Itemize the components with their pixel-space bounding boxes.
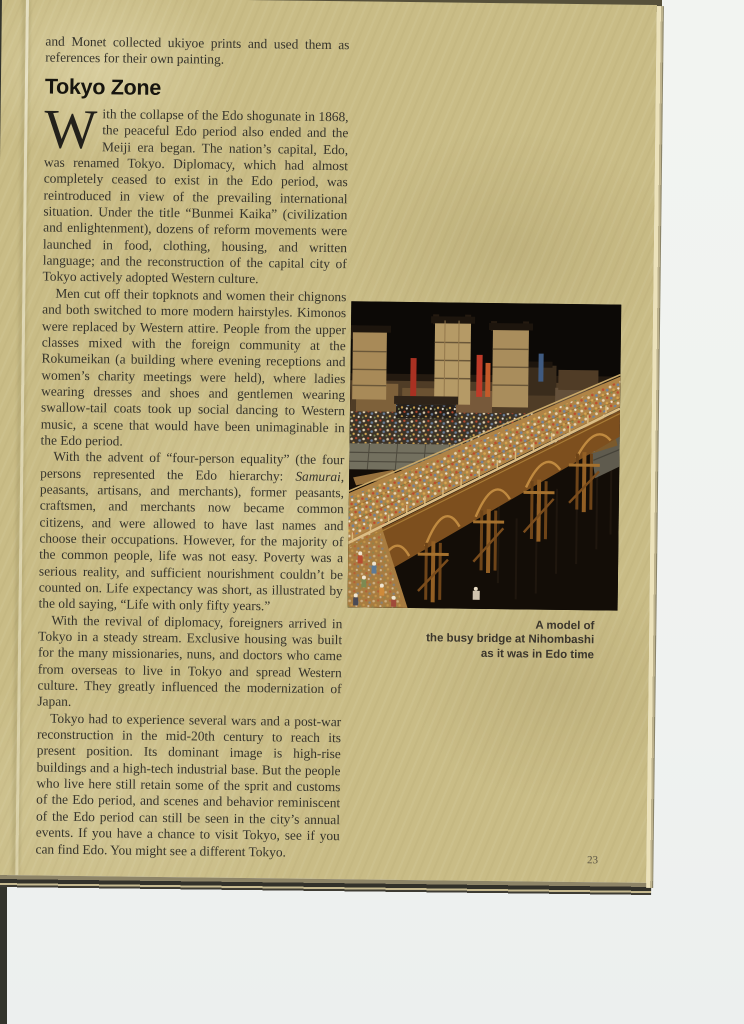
paragraph: With the advent of “four-person equality” (the four persons represented the Edo hierarchy: Samurai, peasants, artisans, and merchants), former peasants, craftsmen, and merchants now became common citizens, and were allowed to have last names and choose their occupations. However, for the majority of the common people, life was not easy. Poverty was a serious reality, and sufficient nourishment couldn’t be counted on. Life expectancy was short, as illustrated by the old saying, “Life with only fifty years.” xyxy=(38,448,345,614)
paragraph: With the revival of diplomacy, foreigners arrived in Tokyo in a steady stream. Exclusive housing was built for the many missionaries, nuns, and doctors who came from overseas to live in Tokyo and spread Western culture. They greatly influenced the modernization of Japan. xyxy=(37,612,343,710)
article-column xyxy=(35,34,349,861)
photo-caption xyxy=(347,616,595,662)
page-number: 23 xyxy=(586,854,599,867)
orange-banner xyxy=(485,363,490,397)
caption-line-3: as it was in Edo time xyxy=(480,647,595,661)
page-edge-bottom xyxy=(0,875,651,896)
paragraph: Men cut off their topknots and women their chignons and both switched to more modern hairstyles. Kimonos were replaced by Western attire. People from the upper classes mixed with the foreign community at the Rokumeikan (a building where evening receptions and women’s charity meetings were held), where ladies wearing dresses and shoes and gentlemen wearing swallow-tail coats took up social dancing to Western music, a scene that would have been unimaginable in the Edo period. xyxy=(40,285,347,449)
section-heading: Tokyo Zone xyxy=(44,74,162,100)
page-edge-right xyxy=(646,6,664,888)
page-crease xyxy=(15,0,29,875)
blue-banner xyxy=(538,354,543,382)
caption-line-1: A model of xyxy=(535,619,595,633)
red-banner xyxy=(476,355,483,397)
watchtower xyxy=(488,321,533,408)
paragraph: With the collapse of the Edo shogunate in 1868, the peaceful Edo period also ended and the Meiji era began. The nation’s capital, Edo, was renamed Tokyo. Diplomacy, which had almost completely ceased to exist in the Edo period, was reintroduced in view of the prevailing international situation. Under the title “Bunmei Kaika” (civilization and enlightenment), dozens of reform movements were launched in food, clothing, housing, and written language; and the reconstruction of the capital city of Tokyo actively adopted Western culture. xyxy=(42,98,349,287)
watchtower xyxy=(430,314,475,405)
bridge-photo-illustration xyxy=(348,301,622,610)
continued-paragraph: and Monet collected ukiyoe prints and used them as references for their own painting. xyxy=(45,33,350,68)
article-paragraphs xyxy=(35,98,349,861)
paragraph: Tokyo had to experience several wars and a post-war reconstruction in the mid-20th century to reach its present position. Its dominant image is high-rise buildings and a high-tech industrial base. But the people who live here still retain some of the sprit and customs of the Edo period, and scenes and behavior reminiscent of the Edo period can still be seen in the city’s annual events. If you have a chance to visit Tokyo, see if you can find Edo. You might see a different Tokyo. xyxy=(35,710,342,860)
dropcap: W xyxy=(44,98,98,162)
caption-line-2: the busy bridge at Nihombashi xyxy=(426,632,595,647)
watchtower xyxy=(350,325,391,399)
red-banner xyxy=(410,358,416,396)
bridge-photo xyxy=(348,301,622,610)
